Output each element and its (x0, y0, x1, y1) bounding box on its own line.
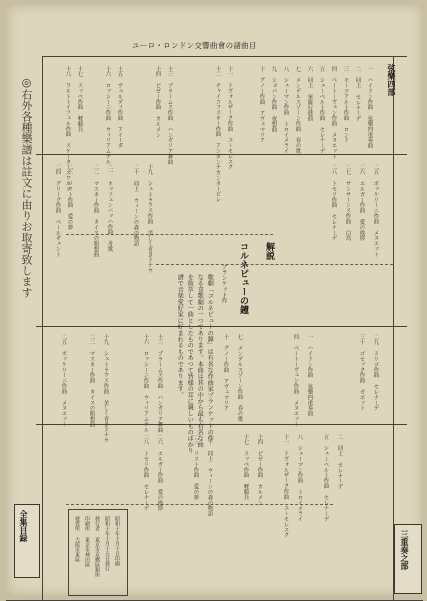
list-item: 十三 ブラームス作曲 ハンガリア舞曲 (156, 334, 163, 433)
rule (42, 56, 407, 57)
list-item: 九 ショパン作曲 夜想曲 (270, 66, 277, 132)
list-item: 二五 ボッケリーニ作曲 メヌエット (60, 334, 67, 427)
list-item: 十 グノー作曲 アヴェマリア (258, 66, 265, 143)
list-item: 二 同上 セレナーデ (336, 434, 343, 490)
list-item: 二十 同上 ウィーンの森の物語 (132, 164, 139, 247)
list-item: 二五 ボッケリーニ作曲 メヌエット (372, 164, 379, 257)
explanation-title: 解説 (264, 242, 274, 260)
list-item: 二七 サンサーンス作曲 白鳥 (344, 164, 351, 241)
list-item: 七 メンデルスゾーン作曲 春の歌 (236, 334, 243, 422)
page-header-title: ユーロ・ロンドン交響曲會の諸曲目 (132, 41, 257, 50)
list-item: 二二 マスネー作曲 タイスの瞑想曲 (88, 334, 95, 427)
column-divider (393, 56, 394, 600)
list-item: 二六 エルガー作曲 愛の挨拶 (156, 434, 163, 511)
explanation-line: 歌劇「コルネピューの鐘」は有名な作曲家プランケットの作 (206, 274, 214, 442)
list-item: 四 ベートーヴェン作曲 メヌエット (330, 66, 337, 159)
list-item: 七 メンデルスゾーン作曲 春の歌 (294, 66, 301, 154)
list-item: 二九 ドリゴ作曲 セレナーデ (372, 334, 379, 411)
list-item: 十 グノー作曲 アヴェマリア (222, 334, 229, 411)
list-item: 八 シューマン作曲 トロイメライ (296, 434, 303, 522)
document-page (6, 4, 423, 596)
list-item: 十九 シュトラウス作曲 美しく青きドナウ (102, 334, 109, 444)
list-item: 八 シューマン作曲 トロイメライ (282, 66, 289, 154)
explanation-line: なる喜歌劇の一つであります。本曲は其の中から最も有名な曲 (196, 274, 204, 448)
list-item: 十一 ドヴォルザーク作曲 ユーモレスク (226, 66, 233, 170)
rule (36, 154, 407, 155)
list-item: 二八 トセリ作曲 セレナーデ (330, 164, 337, 241)
trio-section-label: 三重奏之部 (400, 530, 410, 570)
publisher-line: 印刷所 東京市神田區 (84, 516, 90, 567)
list-item: 十五 ヴェルディ作曲 アイーダ (116, 66, 123, 149)
list-item: 十四 ビゼー作曲 カルメン (154, 66, 161, 138)
list-item: 三 モーツアルト作曲 ロンド (342, 66, 349, 143)
publisher-line: 昭和十年十月十日印刷 (114, 516, 120, 566)
dashed-rule (156, 264, 393, 265)
list-item: 十一 ドヴォルザーク作曲 ユーモレスク (282, 434, 289, 538)
list-item: 一 ハイドン作曲 弦樂四重奏曲 (366, 66, 373, 149)
list-item: 六 同上 軍隊行進曲 (306, 66, 313, 122)
list-item: 十九 シュトラウス作曲 美しく青きドナウ (146, 164, 153, 274)
list-item: 五 シューベルト作曲 セレナーデ (318, 66, 325, 154)
list-item: 二八 トセリ作曲 セレナーデ (142, 434, 149, 511)
list-item: 十七 スッペ作曲 軽騎兵 (242, 434, 249, 500)
catalog-box-label: 全集目録 (19, 510, 29, 542)
list-item: 二二 マスネー作曲 タイスの瞑想曲 (92, 164, 99, 257)
list-item: 十四 ビゼー作曲 カルメン (256, 434, 263, 506)
list-item: 二四 グリーグ作曲 ペールギュント (54, 164, 61, 257)
publisher-line: 發行者 東京市京橋區銀座 (94, 516, 100, 577)
list-item: 二三 リスト作曲 愛の夢 (192, 434, 199, 500)
dashed-rule (66, 504, 333, 505)
list-item: 四 ベートーヴェン作曲 メヌエット (292, 334, 299, 427)
section-title-top: 弦樂四部 (387, 64, 397, 96)
list-item: 十三 ブラームス作曲 ハンガリア舞曲 (166, 66, 173, 165)
list-item: 十二 チャイコフスキー作曲 アンダンテカンタービレ (214, 66, 221, 203)
list-item: 三十 ゴセック作曲 ガボット (358, 334, 365, 411)
list-item: 十六 ロッシーニ作曲 ウィリアムテル (142, 334, 149, 433)
list-item: 十八 ワルトトイフェル作曲 スケーターズワルツ (64, 66, 71, 192)
list-item: 二一 オッフェンバッハ作曲 舟歌 (106, 164, 113, 252)
explanation-line: 譜で音楽愛好家に好まれるものであります。 (176, 274, 184, 398)
list-item: 十七 スッペ作曲 軽騎兵 (76, 66, 83, 132)
section-title-middle: コルネピューの鐘 (238, 242, 248, 314)
rule (36, 326, 407, 327)
explanation-line: を抜萃して一曲としたものであつて皆様の耳に親しいものばかり (186, 274, 194, 454)
side-note: ◎右外各種樂譜は註文に由りお取寄致します (20, 76, 33, 298)
composer-credit: プランケット作 (220, 264, 227, 304)
list-item: 一 ハイドン作曲 弦樂四重奏曲 (306, 334, 313, 417)
list-item: 二三 リスト作曲 愛の夢 (66, 164, 73, 230)
list-item: 二 同上 セレナーデ (354, 66, 361, 122)
list-item: 二六 エルガー作曲 愛の挨拶 (358, 164, 365, 241)
list-item: 十六 ロッシーニ作曲 ウィリアムテル (104, 66, 111, 165)
column-divider (42, 56, 43, 600)
list-item: 二十 同上 ウィーンの森の物語 (206, 434, 213, 517)
publisher-line: 發賣所 大阪市東區 (74, 516, 80, 562)
publisher-line: 昭和十年十月十五日發行 (104, 516, 110, 571)
list-item: 五 シューベルト作曲 セレナーデ (322, 434, 329, 522)
